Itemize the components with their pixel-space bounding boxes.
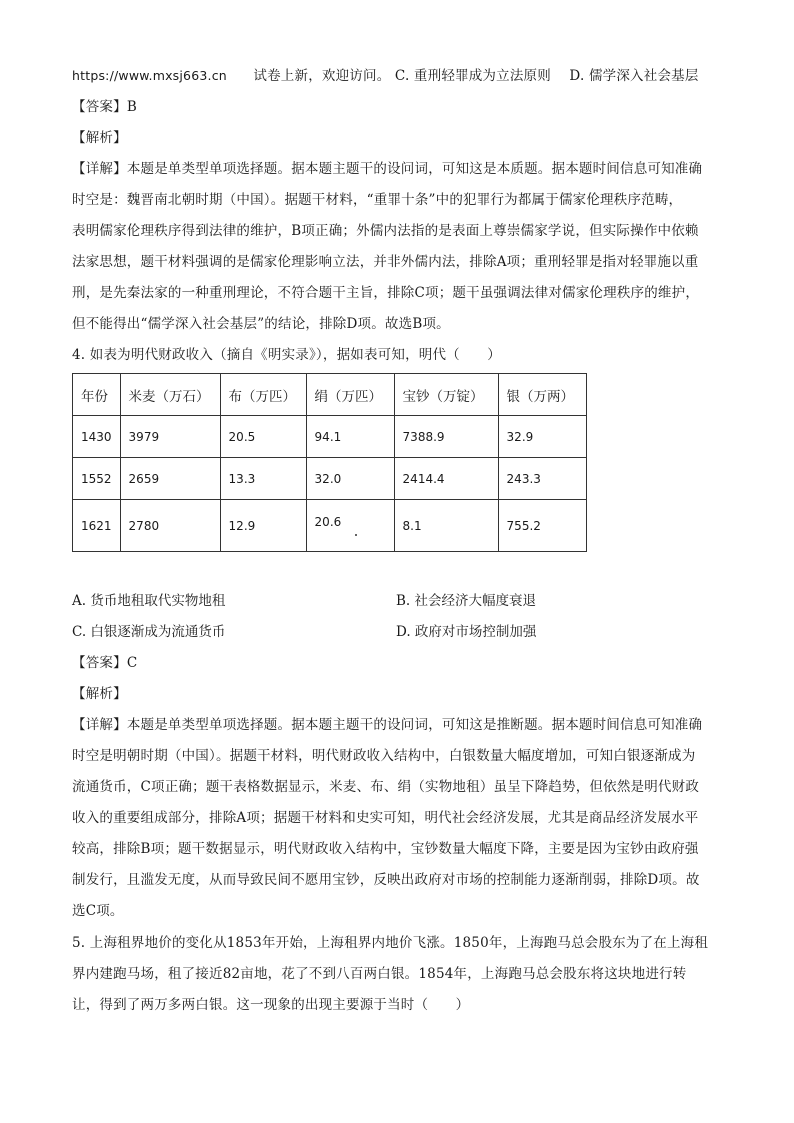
prev-option-d: D. 儒学深入社会基层 [569,68,699,84]
prev-option-c: C. 重刑轻罪成为立法原则 [394,68,551,84]
table-header-cell: 布（万匹） [220,374,306,416]
q5-stem-line-2: 界内建跑马场，租了接近82亩地，花了不到八百两白银。1854年，上海跑马总会股东将这块地进行转 [72,966,687,982]
table-header-cell: 年份 [73,374,121,416]
q3-detail-line-5: 刑，是先秦法家的一种重刑理论，不符合题干主旨，排除C项；题干虽强调法律对儒家伦理秩序的维护， [72,285,700,301]
site-notice: 试卷上新，欢迎访问。 [253,68,391,84]
answer-value: B [126,99,137,115]
answer-label: 【答案】 [72,655,127,671]
q4-detail-line-4: 收入的重要组成部分，排除A项；据题干材料和史实可知，明代社会经济发展，尤其是商品经济发展水平 [72,810,699,826]
table-row [73,416,587,458]
detail-text: 本题是单类型单项选择题。据本题主题干的设问词，可知这是本质题。据本题时间信息可知准确 [126,161,703,177]
q4-detail-line-1 [72,715,724,735]
table-cell: 32.9 [498,416,586,458]
table-header-cell: 银（万两） [498,374,586,416]
stray-dot [355,534,357,536]
table-cell [306,500,394,552]
table-cell: 1552 [73,458,121,500]
table-header-cell: 米麦（万石） [120,374,220,416]
q4-analysis-label [72,684,724,704]
table-cell: 2780 [120,500,220,552]
q4-stem: 4. 如表为明代财政收入（摘自《明实录》），据如表可知，明代（ ） [72,347,501,363]
table-row [73,500,587,552]
header-line [72,66,724,86]
table-cell-text: 20.6 [314,515,342,529]
q4-detail-line-7: 选C项。 [72,903,124,919]
q4-detail-line-3: 流通货币，C项正确；题干表格数据显示，米麦、布、绢（实物地租）虽呈下降趋势，但依然是明代财政 [72,779,700,795]
q3-detail-line-1 [72,159,724,179]
table-cell: 32.0 [306,458,394,500]
detail-label: 【详解】 [72,717,127,733]
option-a: A. 货币地租取代实物地租 [72,593,226,609]
table-cell: 2659 [120,458,220,500]
q3-detail-line-4: 法家思想，题干材料强调的是儒家伦理影响立法，并非外儒内法，排除A项；重刑轻罪是指对轻罪施以重 [72,254,699,270]
table-row [73,458,587,500]
table-cell: 3979 [120,416,220,458]
table-header-cell: 绢（万匹） [306,374,394,416]
option-b: B. 社会经济大幅度衰退 [396,593,537,609]
table-cell: 2414.4 [394,458,498,500]
q4-detail-line-5: 较高，排除B项；题干数据显示，明代财政收入结构中，宝钞数量大幅度下降，主要是因为宝钞由政府强 [72,841,699,857]
table-cell: 94.1 [306,416,394,458]
q4-answer [72,653,724,673]
analysis-label: 【解析】 [72,686,127,702]
table-cell: 13.3 [220,458,306,500]
analysis-label: 【解析】 [72,130,127,146]
q3-detail-line-6: 但不能得出“儒学深入社会基层”的结论，排除D项。故选B项。 [72,316,450,332]
q3-detail-line-3: 表明儒家伦理秩序得到法律的维护，B项正确；外儒内法指的是表面上尊崇儒家学说，但实际操作中依赖 [72,223,699,239]
q5-stem-line-3: 让，得到了两万多两白银。这一现象的出现主要源于当时（ ） [72,997,470,1013]
q3-analysis-label [72,128,724,148]
q5-stem-line-1: 5. 上海租界地价的变化从1853年开始，上海租界内地价飞涨。1850年，上海跑马总会股东为了在上海租 [72,935,709,951]
table-cell: 20.5 [220,416,306,458]
table-cell: 243.3 [498,458,586,500]
answer-label: 【答案】 [72,99,127,115]
q3-answer [72,97,724,117]
table-cell: 1621 [73,500,121,552]
table-header-cell: 宝钞（万锭） [394,374,498,416]
q3-detail-line-2: 时空是：魏晋南北朝时期（中国）。据题干材料，“重罪十条”中的犯罪行为都属于儒家伦理秩序范畴， [72,192,683,208]
q4-detail-line-2: 时空是明朝时期（中国）。据题干材料，明代财政收入结构中，白银数量大幅度增加，可知白银逐渐成为 [72,748,696,764]
option-c: C. 白银逐渐成为流通货币 [72,624,226,640]
table-cell: 7388.9 [394,416,498,458]
detail-text: 本题是单类型单项选择题。据本题主题干的设问词，可知这是推断题。据本题时间信息可知准确 [126,717,703,733]
site-url[interactable]: https://www.mxsj663.cn [72,68,227,83]
q4-detail-line-6: 制发行，且滥发无度，从而导致民间不愿用宝钞，反映出政府对市场的控制能力逐渐削弱，排除D项。故 [72,872,700,888]
option-d: D. 政府对市场控制加强 [396,624,537,640]
table-cell: 755.2 [498,500,586,552]
answer-value: C [126,655,138,671]
table-cell: 1430 [73,416,121,458]
table-header-row [73,374,587,416]
revenue-table [72,373,587,552]
table-cell: 12.9 [220,500,306,552]
table-cell: 8.1 [394,500,498,552]
detail-label: 【详解】 [72,161,127,177]
